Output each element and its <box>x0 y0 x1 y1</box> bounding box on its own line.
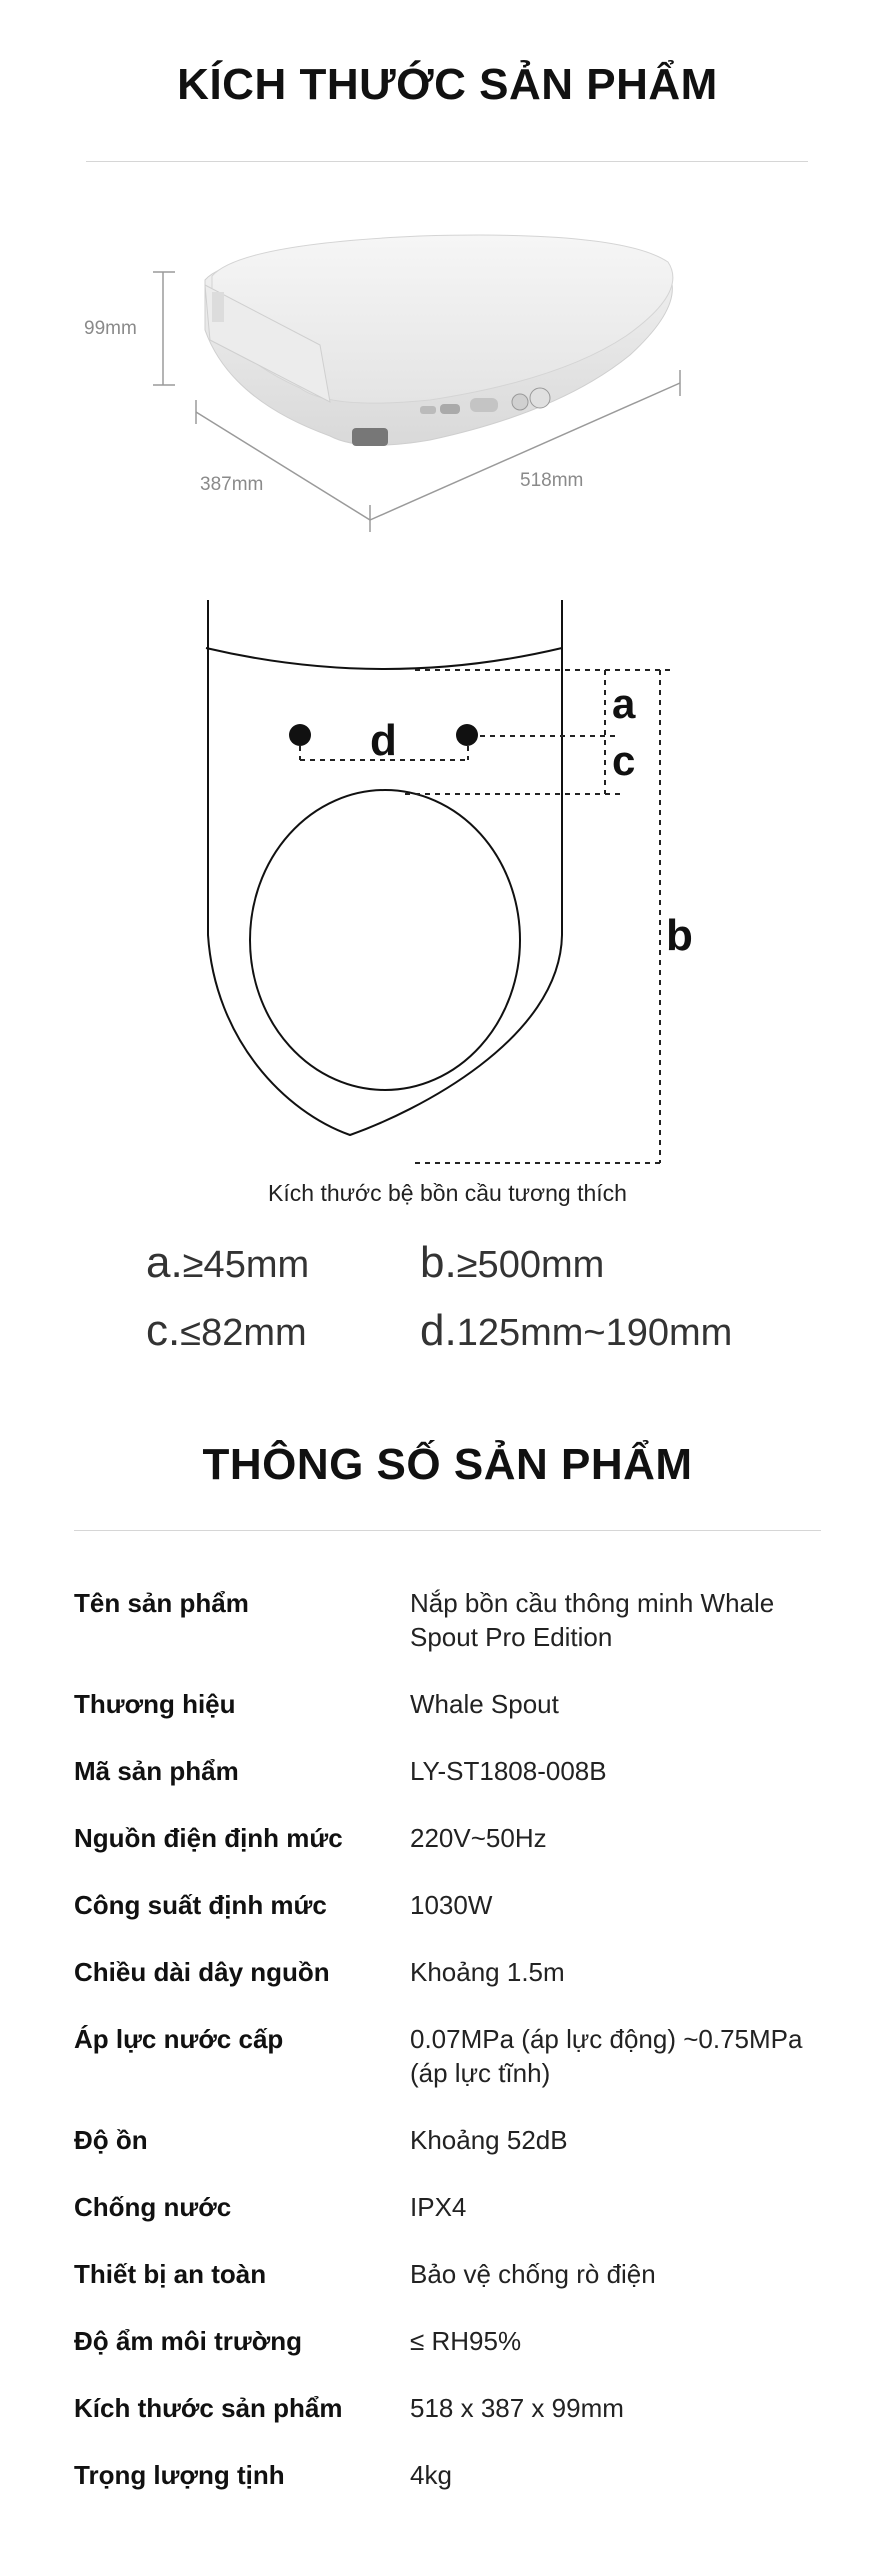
mounting-hole-right <box>456 724 478 746</box>
spec-value: 518 x 387 x 99mm <box>410 2393 624 2423</box>
spec-c-value: ≤82mm <box>180 1312 307 1354</box>
table-row <box>74 2375 834 2442</box>
spec-key: Độ ẩm môi trường <box>74 2326 302 2356</box>
width-label: 518mm <box>520 470 584 491</box>
bowl-outline <box>206 600 562 1135</box>
dimension-letter-a: a <box>612 680 636 727</box>
height-label: 99mm <box>84 318 137 339</box>
table-row <box>74 1671 834 1738</box>
table-row <box>74 2241 834 2308</box>
spec-key: Tên sản phẩm <box>74 1588 249 1618</box>
spec-d <box>420 1306 732 1356</box>
spec-value: Khoảng 1.5m <box>410 1957 565 1987</box>
spec-value: LY-ST1808-008B <box>410 1756 607 1786</box>
spec-key: Trọng lượng tịnh <box>74 2460 285 2490</box>
title-divider <box>86 161 808 162</box>
depth-label: 387mm <box>200 474 264 495</box>
compatibility-diagram <box>0 590 895 1170</box>
spec-key: Công suất định mức <box>74 1890 327 1920</box>
section-title-specs: THÔNG SỐ SẢN PHẨM <box>202 1440 693 1489</box>
spec-key: Thương hiệu <box>74 1689 236 1719</box>
spec-d-value: 125mm~190mm <box>456 1312 733 1354</box>
spec-value: IPX4 <box>410 2192 467 2222</box>
spec-a-letter: a. <box>146 1238 183 1287</box>
spec-c <box>146 1306 307 1356</box>
table-row <box>74 1805 834 1872</box>
table-row <box>74 2006 834 2107</box>
spec-value: 1030W <box>410 1890 493 1920</box>
spec-a <box>146 1238 309 1288</box>
dimension-letter-c: c <box>612 737 636 784</box>
spec-key: Chống nước <box>74 2192 232 2222</box>
spec-key: Thiết bị an toàn <box>74 2259 267 2289</box>
specs-divider <box>74 1530 821 1531</box>
spec-key: Kích thước sản phẩm <box>74 2393 343 2423</box>
spec-key: Độ ồn <box>74 2125 148 2155</box>
spec-value: 220V~50Hz <box>410 1823 547 1853</box>
spec-value: 4kg <box>410 2460 452 2490</box>
spec-value: Khoảng 52dB <box>410 2125 568 2155</box>
spec-key: Áp lực nước cấp <box>74 2024 284 2054</box>
table-row <box>74 1872 834 1939</box>
spec-b-letter: b. <box>420 1238 457 1287</box>
spec-key: Nguồn điện định mức <box>74 1823 343 1853</box>
mounting-hole-left <box>289 724 311 746</box>
spec-value: 0.07MPa (áp lực động) ~0.75MPa (áp lực tĩnh) <box>410 2024 803 2088</box>
table-row <box>74 2442 834 2509</box>
spec-c-letter: c. <box>146 1306 181 1355</box>
spec-key: Chiều dài dây nguồn <box>74 1957 330 1987</box>
compatibility-caption: Kích thước bệ bồn cầu tương thích <box>268 1180 627 1206</box>
table-row <box>74 1738 834 1805</box>
table-row <box>74 1939 834 2006</box>
spec-key: Mã sản phẩm <box>74 1756 239 1786</box>
spec-value: ≤ RH95% <box>410 2326 522 2356</box>
spec-value: Bảo vệ chống rò điện <box>410 2259 656 2289</box>
dimension-letter-b: b <box>666 911 693 960</box>
dimension-letter-d: d <box>370 716 397 765</box>
section-title-dimensions: KÍCH THƯỚC SẢN PHẨM <box>177 60 718 109</box>
table-row <box>74 2107 834 2174</box>
height-dimension-line <box>153 272 175 385</box>
table-row <box>74 2308 834 2375</box>
table-row <box>74 2174 834 2241</box>
spec-value: Nắp bồn cầu thông minh Whale Spout Pro Edition <box>410 1588 775 1652</box>
spec-a-value: ≥45mm <box>182 1244 310 1286</box>
spec-value: Whale Spout <box>410 1689 559 1719</box>
spec-b <box>420 1238 604 1288</box>
product-illustration <box>0 180 895 540</box>
table-row <box>74 1570 834 1671</box>
spec-b-value: ≥500mm <box>456 1244 605 1286</box>
spec-table <box>74 1570 834 2509</box>
spec-d-letter: d. <box>420 1306 457 1355</box>
